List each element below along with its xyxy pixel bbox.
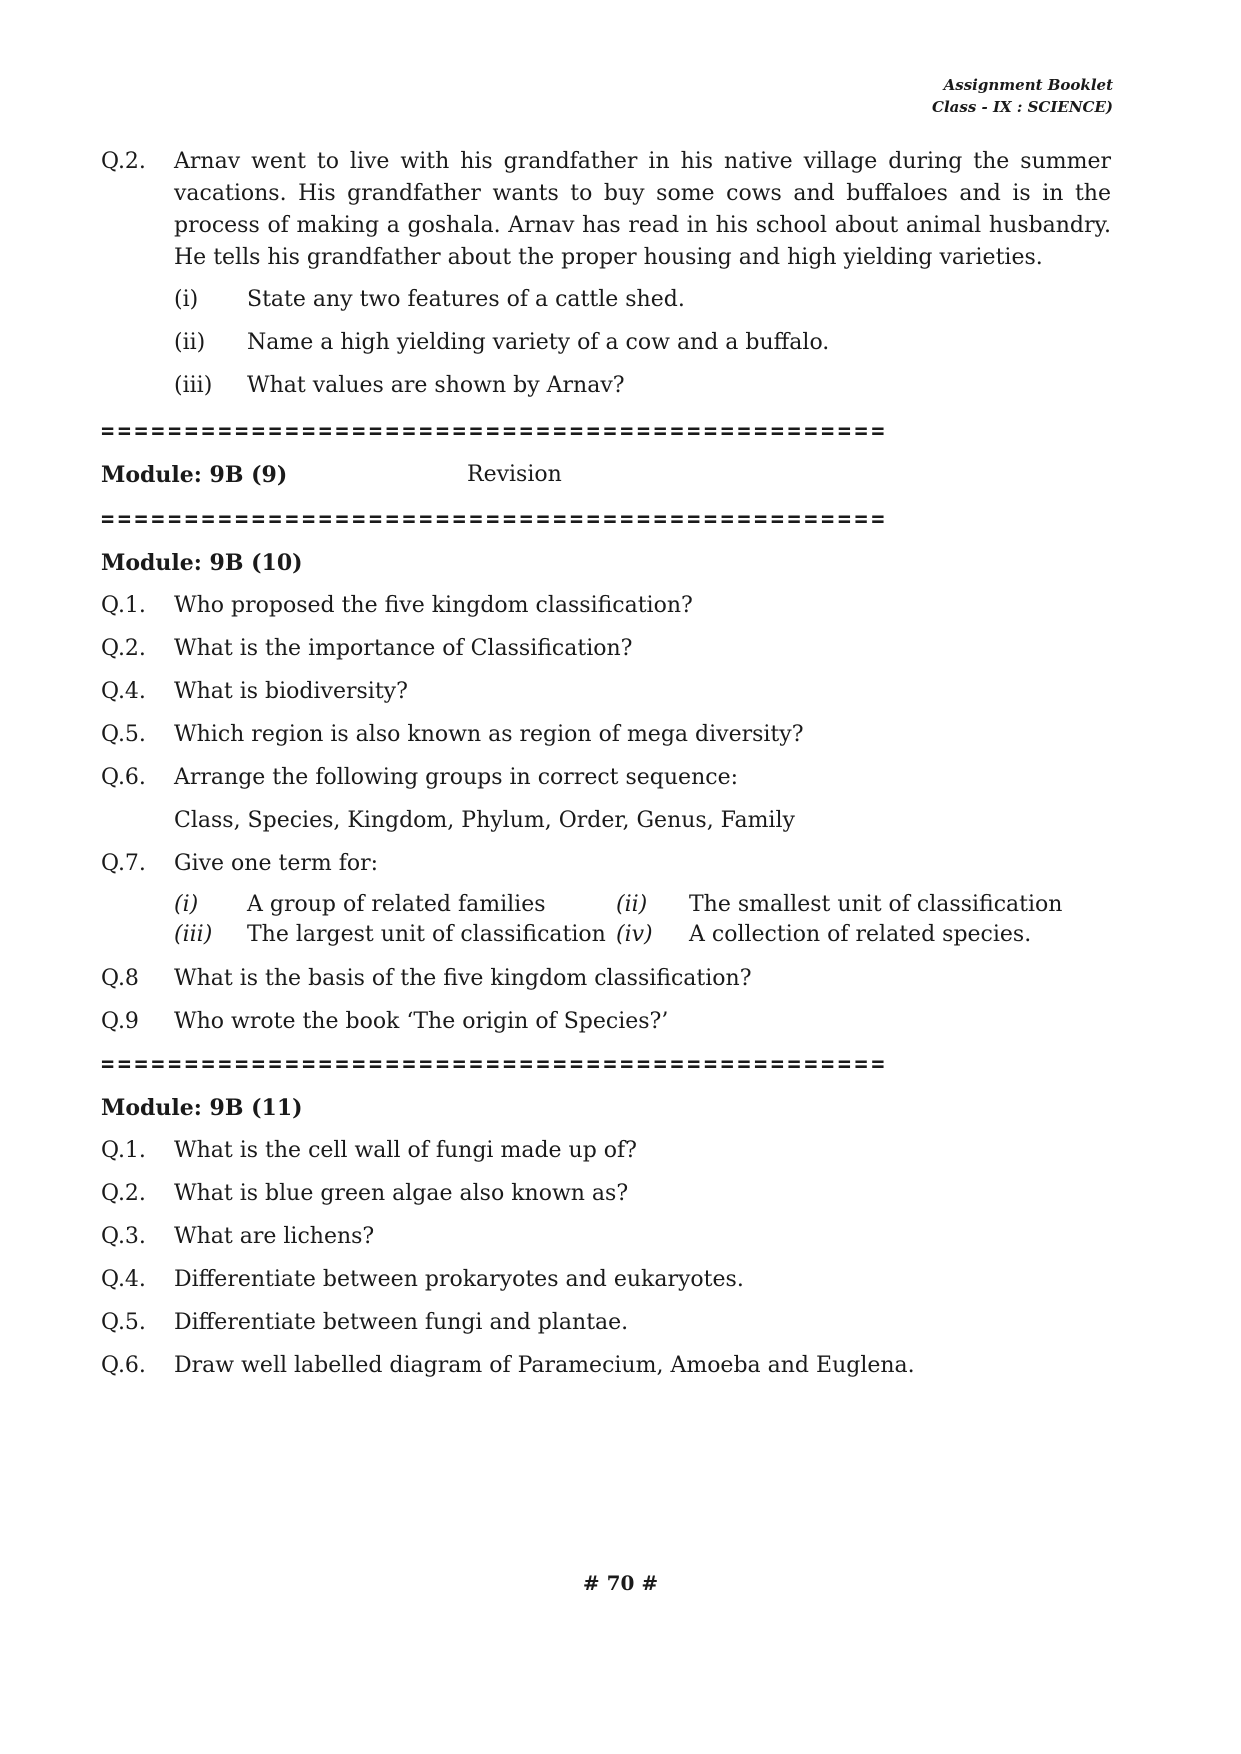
question-text: Give one term for: [174,851,379,876]
question-number: Q.2. [101,1181,146,1206]
module-note: Revision [467,462,562,487]
sub-question [174,327,1111,359]
question [101,719,1111,751]
sub-question-list [174,284,1111,402]
question [101,1006,1111,1038]
question-number: Q.4. [101,679,146,704]
term-grid [174,890,1111,950]
question [101,590,1111,622]
module-title: Module: 9B (11) [101,1095,303,1121]
question [101,1178,1111,1210]
term-text: The largest unit of classification [247,922,606,947]
module-10-heading [101,547,1111,579]
sequence-list: Class, Species, Kingdom, Phylum, Order, Genus, Family [174,808,795,833]
question-text: Arrange the following groups in correct sequence: [174,765,738,790]
question-number: Q.5. [101,722,146,747]
term-text: A group of related families [247,892,546,917]
question-text: What is the importance of Classification? [174,636,633,661]
question [101,1307,1111,1339]
separator-line: =============================================== [101,507,889,532]
question-number: Q.3. [101,1224,146,1249]
term-text: The smallest unit of classification [689,892,1063,917]
question [101,762,1111,794]
term-number: (ii) [616,892,648,917]
sub-number: (iii) [174,373,213,398]
question-text: What is the basis of the five kingdom classification? [174,966,752,991]
sub-text: State any two features of a cattle shed. [247,287,685,312]
question-text: What are lichens? [174,1224,375,1249]
question-text: Draw well labelled diagram of Paramecium, Amoeba and Euglena. [174,1353,915,1378]
term-number: (i) [174,892,199,917]
separator-line: =============================================== [101,419,889,444]
question [101,1135,1111,1167]
module-11-heading [101,1092,1111,1124]
page-header [932,74,1113,118]
question-text: Arnav went to live with his grandfather in his native village during the summer vacations. His grandfather wants to buy some cows and buffaloes and is in the process of making a goshala. Arnav has read in his school about animal husbandry. He tells his grandfather about the proper housing and high yielding varieties. [174,149,1111,270]
module-title: Module: 9B (9) [101,462,288,488]
term-text: A collection of related species. [689,922,1032,947]
sub-number: (i) [174,287,199,312]
sub-question [174,284,1111,316]
question-number: Q.6. [101,1353,146,1378]
question-number: Q.1. [101,1138,146,1163]
question [101,963,1111,995]
question-text: Who proposed the five kingdom classification? [174,593,693,618]
question-number: Q.9 [101,1009,139,1034]
question-number: Q.7. [101,851,146,876]
question-number: Q.5. [101,1310,146,1335]
sub-question [174,370,1111,402]
sub-number: (ii) [174,330,206,355]
question-text: What is blue green algae also known as? [174,1181,629,1206]
sub-text: What values are shown by Arnav? [247,373,625,398]
question-text: What is the cell wall of fungi made up of? [174,1138,637,1163]
page-content [101,146,1111,1382]
question-number: Q.4. [101,1267,146,1292]
term-number: (iv) [616,922,653,947]
question-number: Q.1. [101,593,146,618]
header-class: Class - IX : SCIENCE) [932,98,1113,116]
module-title: Module: 9B (10) [101,550,303,576]
sub-text: Name a high yielding variety of a cow and a buffalo. [247,330,830,355]
question [101,1264,1111,1296]
question [101,848,1111,880]
question-text: Who wrote the book ‘The origin of Species?’ [174,1009,669,1034]
question-number: Q.2. [101,149,146,174]
question-text: Differentiate between fungi and plantae. [174,1310,629,1335]
question [101,676,1111,708]
page-number: # 70 # [582,1571,659,1595]
module-9-heading [101,459,1111,491]
term-number: (iii) [174,922,213,947]
question-number: Q.8 [101,966,139,991]
header-booklet: Assignment Booklet [943,76,1113,94]
question-number: Q.2. [101,636,146,661]
question-text: What is biodiversity? [174,679,408,704]
question-number: Q.6. [101,765,146,790]
question-text: Differentiate between prokaryotes and eukaryotes. [174,1267,744,1292]
question-q2-arnav [101,146,1111,274]
question [101,633,1111,665]
question [101,1221,1111,1253]
question [101,1350,1111,1382]
question-text: Which region is also known as region of mega diversity? [174,722,804,747]
separator-line: =============================================== [101,1052,889,1077]
